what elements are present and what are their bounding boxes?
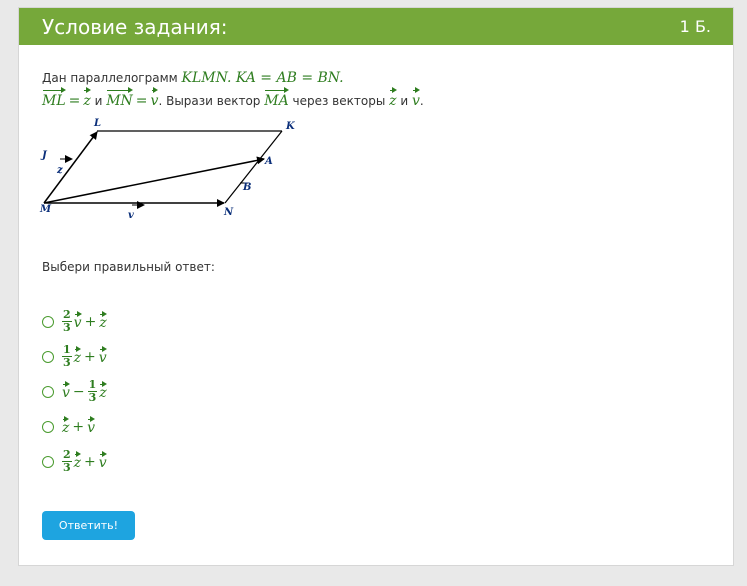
radio-button[interactable] bbox=[42, 386, 54, 398]
and-text-2: и bbox=[396, 94, 412, 108]
radio-button[interactable] bbox=[42, 351, 54, 363]
arrow-ml bbox=[44, 132, 97, 203]
vector-term: v bbox=[99, 452, 107, 471]
label-z: z bbox=[57, 165, 63, 176]
vector-term: z bbox=[99, 382, 106, 401]
label-n: N bbox=[224, 207, 234, 218]
fraction: $\frac{1}{3}$ bbox=[88, 378, 97, 404]
task-content bbox=[40, 68, 713, 474]
label-l: L bbox=[94, 118, 102, 129]
answer-option-2[interactable] bbox=[42, 339, 107, 374]
label-v: v bbox=[128, 210, 134, 221]
label-k: K bbox=[286, 121, 295, 132]
problem-text-3: через векторы bbox=[288, 94, 390, 108]
label-b: B bbox=[243, 182, 252, 193]
vector-ml: ML bbox=[42, 88, 66, 111]
vector-term: z bbox=[99, 312, 106, 331]
task-points: 1 Б. bbox=[679, 17, 711, 36]
problem-line-1 bbox=[42, 68, 713, 88]
label-m: M bbox=[40, 204, 52, 215]
problem-text-2: . Вырази вектор bbox=[158, 94, 265, 108]
radio-button[interactable] bbox=[42, 421, 54, 433]
vector-term: z bbox=[74, 347, 81, 366]
answer-option-3[interactable] bbox=[42, 374, 107, 409]
vector-term: v bbox=[62, 382, 70, 401]
operator: + bbox=[84, 348, 96, 365]
vector-v: v bbox=[151, 88, 159, 111]
fraction: $\frac{2}{3}$ bbox=[63, 448, 71, 474]
task-card bbox=[18, 7, 734, 566]
and-text-1: и bbox=[90, 94, 107, 108]
vector-term: v bbox=[74, 312, 82, 331]
vector-v-2: v bbox=[412, 88, 420, 111]
problem-equality: KA = AB = BN bbox=[235, 70, 340, 86]
side-kn bbox=[225, 131, 282, 203]
vector-term: v bbox=[99, 347, 107, 366]
problem-sep2: . bbox=[339, 70, 344, 86]
problem-intro: Дан параллелограмм bbox=[42, 71, 182, 85]
vector-term: z bbox=[74, 452, 81, 471]
vector-z: z bbox=[83, 88, 90, 111]
submit-button[interactable]: Ответить! bbox=[42, 511, 135, 540]
problem-end: . bbox=[419, 94, 424, 108]
parallelogram-figure bbox=[42, 117, 312, 227]
answer-option-1[interactable] bbox=[42, 304, 107, 339]
equals-sign-2: = bbox=[135, 93, 148, 109]
answer-prompt: Выбери правильный ответ: bbox=[42, 260, 215, 274]
task-header bbox=[19, 8, 733, 45]
operator: + bbox=[84, 313, 97, 330]
radio-button[interactable] bbox=[42, 456, 54, 468]
label-a: A bbox=[265, 156, 273, 167]
vector-z-2: z bbox=[389, 88, 396, 111]
answer-option-5[interactable] bbox=[42, 444, 107, 479]
operator: + bbox=[72, 418, 85, 435]
fraction: $\frac{1}{3}$ bbox=[63, 343, 71, 369]
radio-button[interactable] bbox=[42, 316, 54, 328]
operator: + bbox=[84, 453, 96, 470]
problem-shape: KLMN bbox=[181, 70, 227, 86]
task-title: Условие задания: bbox=[42, 15, 228, 39]
answer-options bbox=[42, 304, 107, 479]
vector-mn: MN bbox=[106, 88, 133, 111]
vector-ma: MA bbox=[264, 88, 288, 111]
vector-term: v bbox=[87, 417, 95, 436]
problem-sep1: . bbox=[226, 70, 236, 86]
equals-sign-1: = bbox=[68, 93, 81, 109]
vector-term: z bbox=[62, 417, 69, 436]
answer-option-4[interactable] bbox=[42, 409, 107, 444]
problem-line-2 bbox=[42, 88, 713, 111]
operator: − bbox=[72, 383, 85, 400]
fraction: $\frac{2}{3}$ bbox=[63, 308, 71, 334]
arrow-ma bbox=[44, 159, 264, 203]
label-j: J bbox=[42, 150, 47, 161]
